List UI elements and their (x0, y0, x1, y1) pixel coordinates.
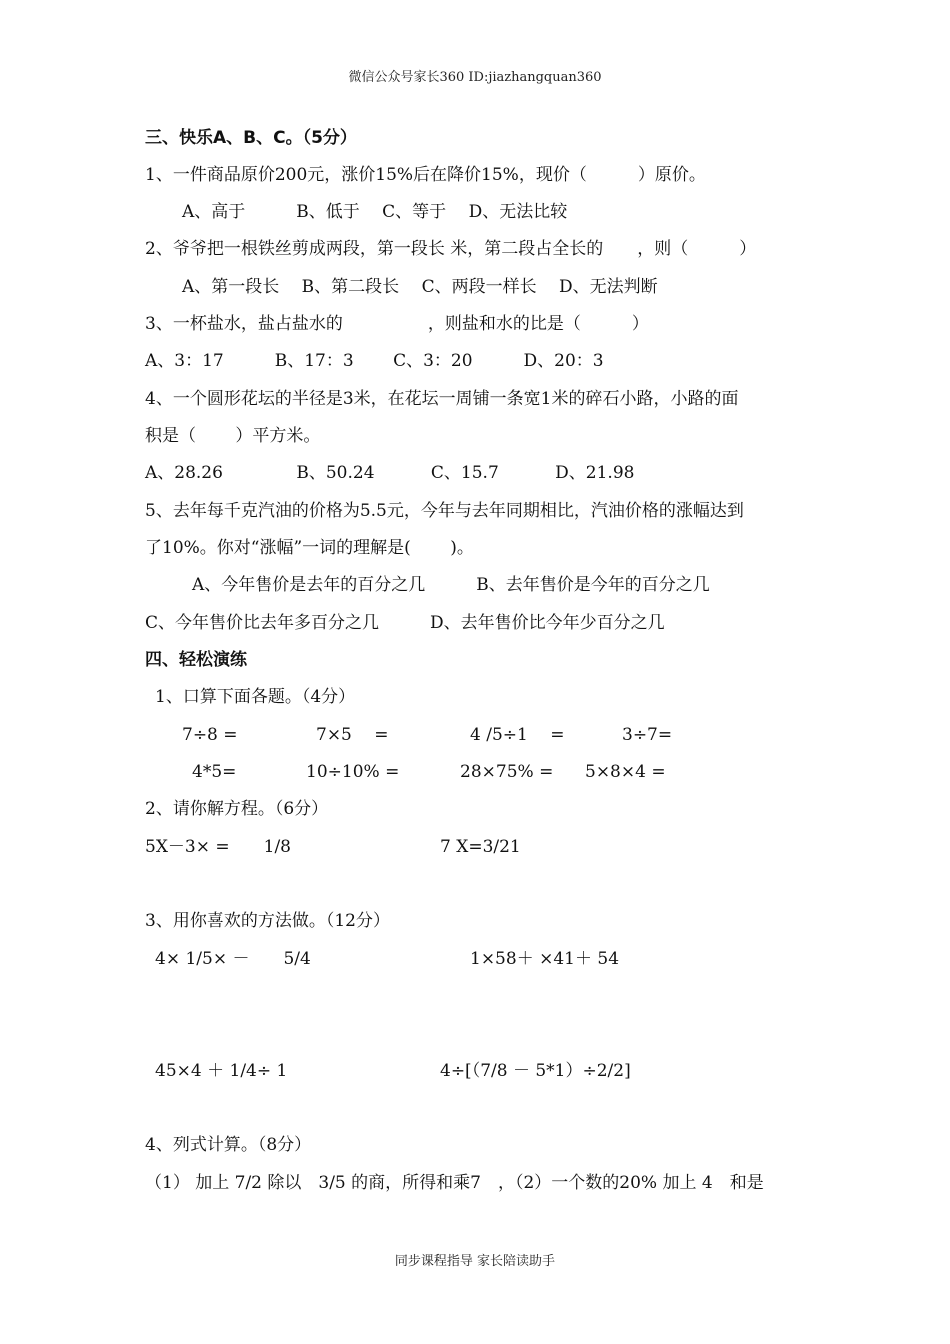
page-footer: 同步课程指导 家长陪读助手 (394, 1254, 556, 1269)
question-1-options: A、高于 B、低于 C、等于 D、无法比较 (182, 202, 568, 222)
question-5-options-cd: C、今年售价比去年多百分之几 D、去年售价比今年少百分之几 (145, 613, 665, 633)
calculation-c: 45×4 ＋ 1/4÷ 1 (155, 1061, 288, 1081)
mental-math-item: 3÷7= (622, 725, 673, 745)
question-5-line-2: 了10%。你对“涨幅”一词的理解是( )。 (145, 538, 474, 558)
mental-math-item: 4 /5÷1 = (470, 725, 565, 745)
question-3: 3、一杯盐水，盐占盐水的 ，则盐和水的比是（ ） (145, 314, 649, 334)
page-header: 微信公众号家长360 ID:jiazhangquan360 (348, 70, 602, 85)
practice-2-heading: 2、请你解方程。（6分） (145, 799, 329, 819)
mental-math-item: 4*5= (192, 762, 237, 782)
calculation-a: 4× 1/5× － 5/4 (155, 949, 311, 969)
question-3-options: A、3：17 B、17：3 C、3：20 D、20：3 (145, 351, 604, 371)
question-1: 1、一件商品原价200元，涨价15%后在降价15%，现价（ ）原价。 (145, 165, 706, 185)
question-2-options: A、第一段长 B、第二段长 C、两段一样长 D、无法判断 (182, 277, 658, 297)
section-3-title: 三、快乐A、B、C。（5分） (145, 128, 357, 148)
question-5-line-1: 5、去年每千克汽油的价格为5.5元，今年与去年同期相比，汽油价格的涨幅达到 (145, 501, 744, 521)
equation-2: 7 X=3/21 (440, 837, 521, 857)
calculation-b: 1×58＋ ×41＋ 54 (470, 949, 620, 969)
question-2: 2、爷爷把一根铁丝剪成两段，第一段长 米，第二段占全长的 ，则（ ） (145, 239, 757, 259)
question-4-options: A、28.26 B、50.24 C、15.7 D、21.98 (145, 463, 635, 483)
practice-4-problems: （1） 加上 7/2 除以 3/5 的商，所得和乘7 ，（2）一个数的20% 加上 4 和是 (145, 1173, 764, 1193)
question-5-options-ab: A、今年售价是去年的百分之几 B、去年售价是今年的百分之几 (192, 575, 710, 595)
question-4-line-1: 4、一个圆形花坛的半径是3米，在花坛一周铺一条宽1米的碎石小路，小路的面 (145, 389, 739, 409)
practice-4-heading: 4、列式计算。（8分） (145, 1135, 312, 1155)
mental-math-item: 7÷8 = (182, 725, 238, 745)
question-4-line-2: 积是（ ）平方米。 (145, 426, 321, 446)
calculation-d: 4÷[（7/8 － 5*1）÷2/2] (440, 1061, 631, 1081)
section-4-title: 四、轻松演练 (145, 650, 247, 670)
practice-1-heading: 1、口算下面各题。（4分） (155, 687, 356, 707)
equation-1: 5X－3× = 1/8 (145, 837, 291, 857)
mental-math-item: 5×8×4 = (585, 762, 666, 782)
practice-3-heading: 3、用你喜欢的方法做。（12分） (145, 911, 390, 931)
mental-math-item: 28×75% = (460, 762, 554, 782)
mental-math-item: 7×5 = (316, 725, 389, 745)
mental-math-item: 10÷10% = (306, 762, 400, 782)
